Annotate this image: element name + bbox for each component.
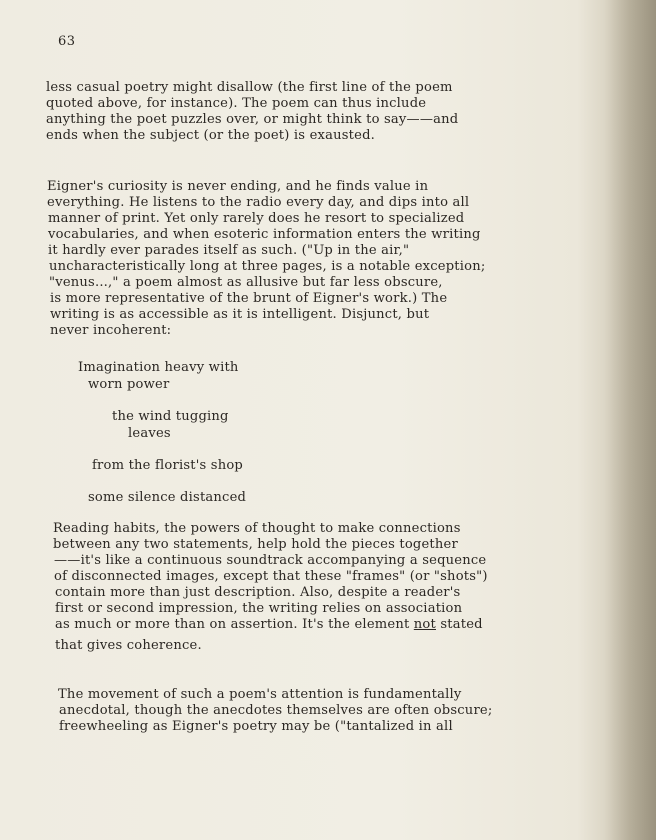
text-line: contain more than just description. Also, despite a reader's	[55, 585, 461, 600]
text-line: of disconnected images, except that these "frames" (or "shots")	[54, 569, 488, 584]
text-line: never incoherent:	[50, 323, 172, 338]
text-line: ends when the subject (or the poet) is exausted.	[46, 128, 376, 143]
text-line: it hardly ever parades itself as such. ("Up in the air,"	[48, 243, 410, 258]
text-line: Eigner's curiosity is never ending, and he finds value in	[47, 179, 429, 194]
text-line: freewheeling as Eigner's poetry may be ("tantalized in all	[59, 719, 453, 734]
text-line: vocabularies, and when esoteric information enters the writing	[48, 227, 481, 242]
text-line: first or second impression, the writing relies on association	[55, 601, 463, 616]
text-segment: stated	[435, 617, 483, 632]
text-segment: as much or more than on assertion. It's the element	[55, 617, 414, 632]
poem-line: worn power	[88, 377, 170, 392]
text-line: quoted above, for instance). The poem can thus include	[46, 96, 427, 111]
text-line: is more representative of the brunt of Eigner's work.) The	[50, 291, 448, 306]
text-line: Reading habits, the powers of thought to make connections	[53, 521, 461, 536]
text-line: manner of print. Yet only rarely does he resort to specialized	[48, 211, 465, 226]
text-line: between any two statements, help hold the pieces together	[53, 537, 458, 552]
text-line: less casual poetry might disallow (the first line of the poem	[46, 80, 453, 95]
text-line: "venus...," a poem almost as allusive but far less obscure,	[49, 275, 443, 290]
text-line: writing is as accessible as it is intelligent. Disjunct, but	[50, 307, 430, 322]
text-line	[55, 617, 483, 633]
page-number: 63	[58, 34, 76, 49]
book-gutter-shadow	[604, 0, 656, 840]
poem-line: from the florist's shop	[92, 458, 244, 473]
text-line: uncharacteristically long at three pages, is a notable exception;	[49, 259, 486, 274]
text-line: that gives coherence.	[55, 638, 202, 653]
underlined-word: not	[413, 617, 436, 632]
poem-line: some silence distanced	[88, 490, 247, 505]
text-line: The movement of such a poem's attention is fundamentally	[58, 687, 462, 702]
text-line: everything. He listens to the radio every day, and dips into all	[47, 195, 470, 210]
poem-line: Imagination heavy with	[78, 360, 239, 375]
text-line: anything the poet puzzles over, or might think to say——and	[46, 112, 459, 127]
text-line: anecdotal, though the anecdotes themselves are often obscure;	[59, 703, 493, 718]
text-line: ——it's like a continuous soundtrack accompanying a sequence	[54, 553, 487, 568]
poem-line: the wind tugging	[112, 409, 229, 424]
poem-line: leaves	[128, 426, 171, 441]
